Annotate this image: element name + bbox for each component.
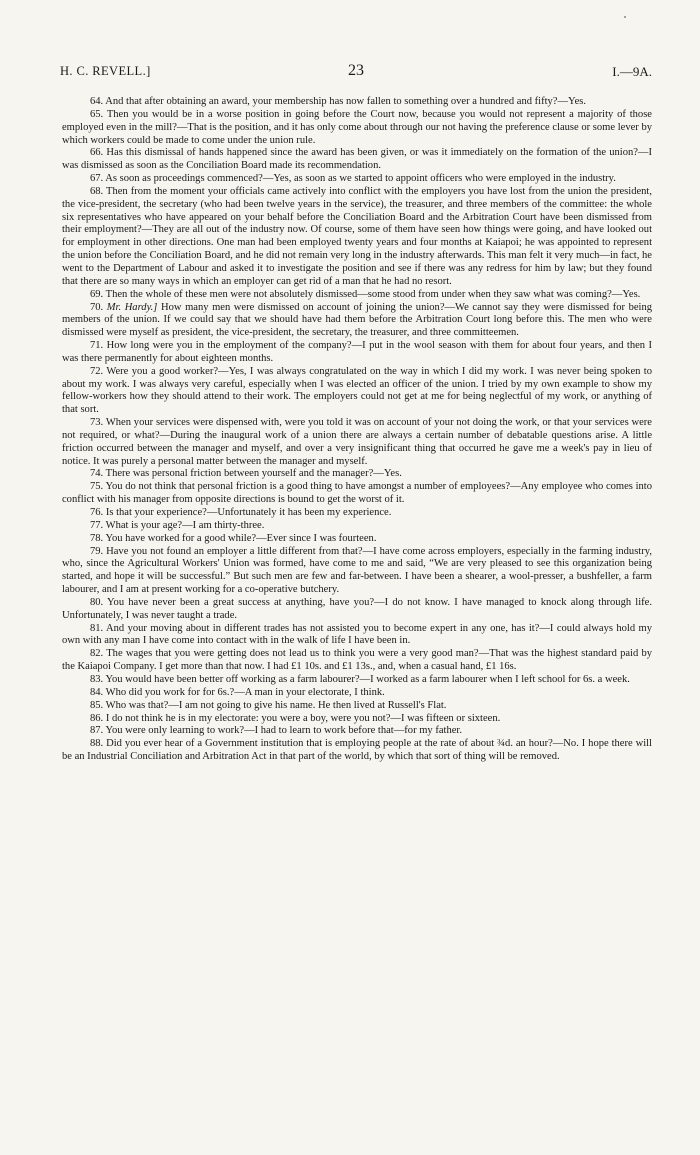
question-number: 82. (90, 648, 107, 660)
testimony-paragraph (62, 289, 652, 302)
testimony-paragraph (62, 597, 652, 623)
question-answer-text: Has this dismissal of hands happened since the award has been given, or was it immediately on the formation of the union?—I was dismissed as soon as the Conciliation Board made its recommendation. (62, 147, 652, 172)
question-number: 75. (90, 481, 106, 493)
question-answer-text: You would have been better off working as a farm labourer?—I worked as a farm labourer when I left school for 6s. a week. (105, 673, 630, 685)
question-number: 80. (90, 596, 107, 608)
question-answer-text: Then you would be in a worse position in going before the Court now, because you would not represent a majority of those employed even in the mill?—That is the position, and it has only come about through our not having the preference clause or some lever by which workers could be made to come under the union rule. (62, 108, 652, 146)
question-number: 69. (90, 288, 106, 300)
question-number: 70. (90, 301, 107, 313)
question-answer-text: The wages that you were getting does not lead us to think you were a very good man?—That was the highest standard paid by the Kaiapoi Company. I get more than that now. I had £1 10s. and £1 13s., and, when a casual hand, £1 16s. (62, 648, 653, 673)
question-answer-text: You do not think that personal friction is a good thing to have amongst a number of employees?—Any employee who comes into conflict with his manager from opposite directions is bound to get the worst of it. (62, 481, 652, 506)
testimony-paragraph (62, 623, 652, 649)
question-number: 76. (90, 507, 106, 518)
testimony-paragraph (62, 481, 652, 507)
speaker-name: Mr. Hardy.] (106, 301, 158, 313)
question-number: 84. (90, 686, 106, 698)
testimony-paragraph (62, 520, 652, 533)
testimony-paragraph (62, 147, 652, 173)
testimony-body (62, 96, 652, 764)
testimony-paragraph (62, 674, 652, 687)
question-number: 78. (90, 532, 106, 544)
question-number: 85. (90, 699, 106, 711)
page-speck (624, 16, 626, 18)
question-number: 77. (90, 519, 106, 531)
testimony-paragraph (62, 533, 652, 546)
question-answer-text: Were you a good worker?—Yes, I was always congratulated on the way in which I did my work. I was never being spoken to about my work. I was always very careful, especially when I was elected an officer of the union. I tried by my own example to show my fellow-workers how they should attend to their work. The employers could not get at me for being neglectful of my work, or anything of that sort. (62, 365, 652, 416)
question-answer-text: And that after obtaining an award, your membership has now fallen to something over a hundred and fifty?—Yes. (105, 96, 586, 107)
question-number: 72. (90, 365, 107, 377)
testimony-paragraph (62, 507, 652, 520)
question-number: 83. (90, 673, 106, 685)
testimony-paragraph (62, 725, 652, 738)
question-answer-text: And your moving about in different trades has not assisted you to become expert in any one, has it?—I could always hold my own with any man I have come into contact with in the walk of life I have been in. (62, 622, 652, 647)
testimony-paragraph (62, 713, 652, 726)
testimony-paragraph (62, 109, 652, 148)
question-number: 86. (90, 712, 106, 724)
testimony-paragraph (62, 648, 652, 674)
testimony-paragraph (62, 186, 652, 289)
page-number: 23 (348, 62, 364, 79)
question-answer-text: Have you not found an employer a little different from that?—I have come across employers, especially in the farming industry, who, since the Agricultural Workers' Union was formed, have come to me and said, “We are very pleased to see this organization being started, and hope it will be successful.” But such men are few and far-between. I have been a shearer, a wool-presser, a bushfeller, a farm labourer, and I am at present working for a co-operative butchery. (62, 545, 652, 596)
question-answer-text: Did you ever hear of a Government institution that is employing people at the rate of about ¾d. an hour?—No. I hope there will be an Industrial Conciliation and Arbitration Act in that part of the world, by which that sort of thing will be removed. (62, 738, 652, 763)
question-answer-text: You have never been a great success at anything, have you?—I do not know. I have managed to knock along through life. Unfortunately, I was never taught a trade. (62, 596, 652, 621)
question-number: 88. (90, 738, 107, 750)
question-answer-text: How long were you in the employment of the company?—I put in the wool season with them for about four years, and then I was there permanently for about eighteen months. (62, 340, 652, 364)
testimony-paragraph (62, 468, 652, 481)
testimony-paragraph (62, 417, 652, 468)
testimony-paragraph (62, 700, 652, 713)
question-answer-text: Then the whole of these men were not absolutely dismissed—some stood from under when they saw what was coming?—Yes. (105, 288, 641, 300)
question-number: 68. (90, 185, 107, 197)
testimony-paragraph (62, 546, 652, 597)
question-number: 81. (90, 622, 107, 634)
question-answer-text: You were only learning to work?—I had to learn to work before that—for my father. (105, 725, 462, 737)
witness-name: H. C. REVELL.] (60, 64, 151, 78)
question-number: 66. (90, 147, 107, 159)
testimony-paragraph (62, 173, 652, 186)
question-number: 64. (90, 96, 106, 107)
question-answer-text: Is that your experience?—Unfortunately it has been my experience. (105, 507, 392, 518)
document-reference: I.—9A. (612, 64, 652, 79)
testimony-paragraph (62, 96, 652, 109)
question-answer-text: You have worked for a good while?—Ever since I was fourteen. (105, 532, 377, 544)
question-answer-text: How many men were dismissed on account of joining the union?—We cannot say they were dismissed for being members of the union. If we could say that we should have had them before the Arbitration Court long before this. The men who were dismissed were myself as president, the vice-president, the secretary, the treasurer, and three committeemen. (62, 301, 652, 339)
question-number: 71. (90, 340, 107, 352)
testimony-paragraph (62, 340, 652, 366)
testimony-paragraph (62, 366, 652, 417)
question-number: 67. (90, 173, 106, 185)
page-header (60, 62, 652, 82)
question-answer-text: As soon as proceedings commenced?—Yes, as soon as we started to appoint officers who were employed in the industry. (105, 173, 616, 185)
question-number: 65. (90, 108, 107, 120)
question-answer-text: Who was that?—I am not going to give his name. He then lived at Russell's Flat. (105, 699, 447, 711)
question-number: 87. (90, 725, 106, 737)
testimony-paragraph (62, 738, 652, 764)
question-answer-text: Who did you work for for 6s.?—A man in your electorate, I think. (105, 686, 385, 698)
question-answer-text: There was personal friction between yourself and the manager?—Yes. (105, 468, 402, 480)
question-answer-text: What is your age?—I am thirty-three. (105, 519, 265, 531)
question-number: 79. (90, 545, 107, 557)
question-answer-text: When your services were dispensed with, were you told it was on account of your not doing the work, or that your services were not required, or what?—During the inaugural work of a union there are always a certain number of debatable questions arise. A little friction occurred between the manager and myself, and over a very insignificant thing that occurred he gave me a week's pay in lieu of notice. It was purely a personal matter between the manager and myself. (62, 417, 652, 467)
question-answer-text: I do not think he is in my electorate: you were a boy, were you not?—I was fifteen or sixteen. (105, 712, 501, 724)
testimony-paragraph (62, 302, 652, 341)
question-number: 73. (90, 417, 106, 429)
testimony-paragraph (62, 687, 652, 700)
question-answer-text: Then from the moment your officials came actively into conflict with the employers you have lost from the union the president, the vice-president, the secretary (who had been twelve years in the service), the treasurer, and three members of the committee: the whole six representatives who have appeared on your behalf before the Conciliation Board and the Arbitration Court have been dismissed from their employment?—They are all out of the industry now. Of course, some of them have seen how things were going, and have looked out for employment in other directions. One man had been employed twenty years and four months at Kaiapoi; he was appointed to represent the union before the Conciliation Board, and he did not remain very long in the industry afterwards. This man felt it very much—in fact, he went to the Department of Labour and asked it to investigate the position and see if there was any redress for him by law; but they found that there are so many ways in which an employer can get rid of a man that he had no resort. (62, 185, 652, 287)
question-number: 74. (90, 468, 106, 480)
